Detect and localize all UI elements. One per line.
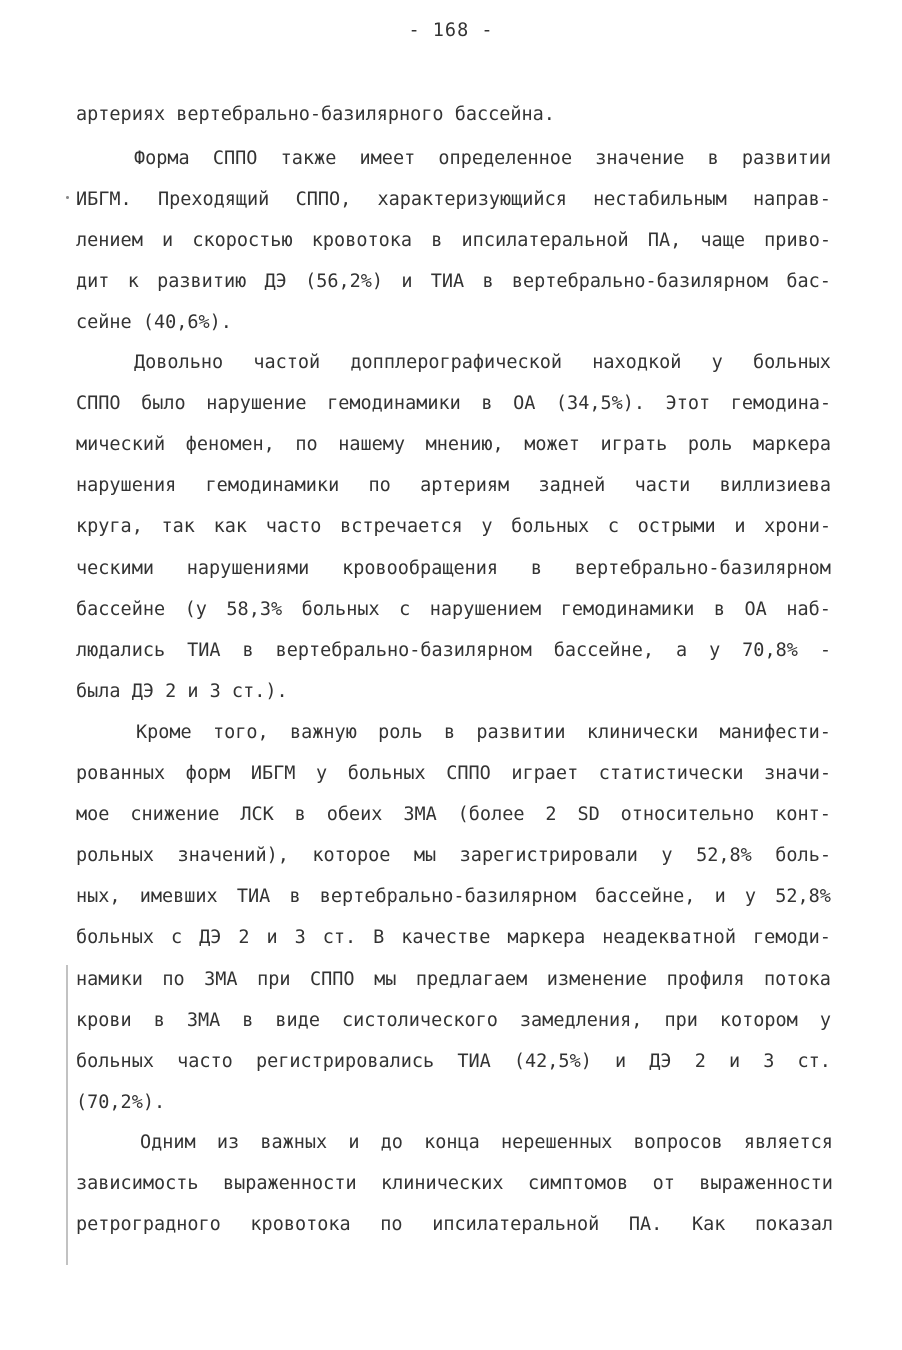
word: предлагаем [415,969,528,990]
word: ДЭ [199,927,222,948]
word: людались [76,640,166,661]
text-line [134,350,831,376]
word: в [481,393,493,414]
word: острыми [637,516,716,537]
word: также [280,148,337,169]
word: у [315,763,328,784]
text-line [76,432,831,458]
word: по [380,1214,403,1235]
word: наб- [786,599,831,620]
text-line [76,1049,831,1075]
text-line [76,514,831,540]
word: ных, [76,886,121,907]
word: бассейне [76,599,166,620]
word: вертебрально-базилярном [574,558,831,579]
word: часто [177,1051,233,1072]
word: мический [76,434,166,455]
text-line [76,269,831,295]
word: Довольно [134,352,224,373]
word: по [295,434,318,455]
word: потока [764,969,831,990]
word: качестве [401,927,491,948]
word: у [709,640,721,661]
word: нашему [338,434,406,455]
text-line [76,473,831,499]
word: ЛСК [240,804,274,825]
word: виллизиева [719,475,831,496]
word: в [289,886,301,907]
word: регистрировались [255,1051,435,1072]
word: ЗМА [403,804,437,825]
word: 3 [763,1051,775,1072]
word: бассейне, [595,886,696,907]
word: В [373,927,385,948]
word: направ- [752,189,831,210]
word: статистически [598,763,744,784]
word: до [380,1132,403,1153]
word: от [652,1173,675,1194]
word: как [213,516,248,537]
word: - [819,640,831,661]
word: а [675,640,688,661]
page-number: - 168 - [408,20,494,41]
word: имевших [139,886,218,907]
word: нерешенных [500,1132,613,1153]
word: маркера [507,927,586,948]
word: (более [457,804,525,825]
word: в [153,1010,165,1031]
word: ТИА [430,271,465,292]
word: ческими [76,558,154,579]
word: кровообращения [342,558,499,579]
text-line [76,843,831,869]
word: больных [76,1051,154,1072]
word: нарушениями [186,558,310,579]
word: в [294,804,306,825]
text-line: сейне (40,6%). [76,312,232,333]
word: ст. [797,1051,831,1072]
word: ПА, [647,230,682,251]
word: дит [76,271,110,292]
word: значи- [764,763,831,784]
word: СППО, [295,189,352,210]
word: у [481,516,493,537]
word: развитии [476,722,566,743]
word: ДЭ [264,271,287,292]
word: скоростью [192,230,293,251]
word: по [162,969,185,990]
word: допплерографической [350,352,563,373]
text-line [76,925,831,951]
word: обеих [326,804,383,825]
word: и [401,271,413,292]
word: феномен, [185,434,275,455]
word: у [711,352,723,373]
word: часто [265,516,322,537]
word: снижение [130,804,220,825]
word: боль- [775,845,831,866]
word: рольных [76,845,154,866]
word: играть [600,434,668,455]
word: гемоди- [752,927,831,948]
word: нарушение [206,393,307,414]
word: ТИА [236,886,271,907]
word: СППО [76,393,121,414]
word: в [707,148,719,169]
word: и [348,1132,360,1153]
word: конца [424,1132,480,1153]
word: Этот [665,393,711,414]
word: играет [511,763,579,784]
word: в [242,1010,254,1031]
word: ТИА [457,1051,491,1072]
text-line [134,146,831,172]
word: ретроградного [76,1214,221,1235]
word: развитию [157,271,247,292]
word: и [266,927,278,948]
word: ст. [322,927,357,948]
word: зарегистрировали [459,845,638,866]
word: в [431,230,443,251]
word: и [714,886,726,907]
word: у [744,886,757,907]
word: бассейне, [553,640,654,661]
word: при [257,969,291,990]
word: и [734,516,746,537]
word: с [607,516,619,537]
text-line [76,1008,831,1034]
word: и [162,230,174,251]
word: чаще [700,230,745,251]
word: в [482,271,494,292]
word: мое [76,804,110,825]
word: СППО [446,763,491,784]
word: и [614,1051,627,1072]
word: при [664,1010,698,1031]
text-line [140,1130,833,1156]
word: 2 [238,927,250,948]
margin-scan-line [66,965,68,1265]
word: гемодинамики [327,393,461,414]
word: нарушением [429,599,542,620]
word: вопросов [633,1132,723,1153]
word: ОА [744,599,767,620]
word: может [524,434,580,455]
text-line [76,556,831,582]
word: у [661,845,673,866]
word: ипсилатеральной [461,230,629,251]
word: того, [213,722,269,743]
word: в [443,722,456,743]
word: по [368,475,391,496]
word: выраженности [222,1173,357,1194]
text-line [76,638,831,664]
word: Одним [140,1132,196,1153]
text-line [76,761,831,787]
word: больных [347,763,426,784]
word: из [216,1132,240,1153]
word: намики [76,969,143,990]
word: артериям [420,475,510,496]
word: СППО [212,148,258,169]
word: ОА [513,393,536,414]
word: относительно [620,804,755,825]
word: изменение [546,969,648,990]
word: ИБГМ [250,763,296,784]
text-line: артериях вертебрально-базилярного бассейна. [76,104,555,125]
word: больных [301,599,380,620]
word: в [530,558,542,579]
word: конт- [775,804,831,825]
word: (34,5%). [555,393,646,414]
word: 52,8% [696,845,752,866]
word: приво- [764,230,831,251]
word: Форма [134,148,190,169]
word: встречается [340,516,463,537]
word: ТИА [187,640,221,661]
word: значений), [177,845,289,866]
word: маркера [753,434,831,455]
word: 2 [694,1051,706,1072]
word: в [713,599,725,620]
text-line [76,187,831,213]
word: больных [76,927,154,948]
word: (42,5%) [513,1051,592,1072]
word: гемодинамики [205,475,340,496]
word: вертебрально-базилярном [319,886,576,907]
word: важных [260,1132,328,1153]
word: Кроме [136,722,192,743]
word: развитии [741,148,831,169]
word: ИБГМ. [76,189,132,210]
word: 3 [294,927,306,948]
word: ПА. [628,1214,663,1235]
word: роль [378,722,423,743]
text-line [76,967,831,993]
word: задней [538,475,606,496]
word: крови [76,1010,132,1031]
word: является [743,1132,833,1153]
word: ЗМА [204,969,238,990]
text-line [76,802,831,828]
text-line [76,391,831,417]
word: (56,2%) [305,271,384,292]
word: определенное [438,148,573,169]
word: СППО [310,969,355,990]
word: так [161,516,195,537]
word: нестабильным [593,189,727,210]
text-line: была ДЭ 2 и 3 ст.). [76,681,288,702]
word: в [242,640,254,661]
word: замедления, [519,1010,643,1031]
word: больных [752,352,831,373]
word: части [634,475,691,496]
word: систолического [341,1010,498,1031]
word: к [127,271,139,292]
text-line [76,597,831,623]
text-line [136,720,831,746]
word: значение [595,148,685,169]
word: гемодинамики [560,599,695,620]
word: форм [185,763,231,784]
word: круга, [76,516,143,537]
word: Как [691,1214,726,1235]
text-line [76,1171,833,1197]
word: частой [253,352,321,373]
word: виде [275,1010,320,1031]
word: которое [312,845,391,866]
word: выраженности [699,1173,833,1194]
word: гемодина- [730,393,831,414]
word: бас- [786,271,831,292]
word: кровотока [311,230,413,251]
word: профиля [666,969,745,990]
word: клинических [381,1173,504,1194]
word: ДЭ [649,1051,672,1072]
text-line [76,1212,833,1238]
word: рованных [76,763,166,784]
word: мнению, [425,434,504,455]
word: кровотока [250,1214,351,1235]
word: мы [374,969,397,990]
text-line [76,228,831,254]
word: находкой [592,352,682,373]
word: мы [413,845,437,866]
word: лением [76,230,143,251]
text-line [76,884,831,910]
word: нарушения [76,475,177,496]
word: 58,3% [226,599,283,620]
text-line: (70,2%). [76,1092,166,1113]
word: вертебрально-базилярном [275,640,532,661]
word: 52,8% [775,886,831,907]
word: роль [687,434,733,455]
word: было [141,393,186,414]
word: (у [184,599,207,620]
word: SD [577,804,600,825]
word: имеет [359,148,416,169]
word: зависимость [76,1173,199,1194]
word: и [728,1051,741,1072]
word: важную [290,722,357,743]
word: манифести- [719,722,831,743]
word: 2 [545,804,557,825]
word: Преходящий [157,189,270,210]
word: неадекватной [602,927,736,948]
word: вертебрально-базилярном [511,271,769,292]
scan-speck [66,196,69,199]
word: котором [719,1010,798,1031]
word: хрони- [764,516,831,537]
word: ипсилатеральной [432,1214,600,1235]
word: ЗМА [186,1010,221,1031]
word: показал [755,1214,833,1235]
word: симптомов [527,1173,629,1194]
word: с [399,599,411,620]
word: с [170,927,183,948]
word: 70,8% [742,640,798,661]
word: у [819,1010,831,1031]
word: характеризующийся [377,189,567,210]
word: клинически [586,722,699,743]
word: больных [511,516,590,537]
